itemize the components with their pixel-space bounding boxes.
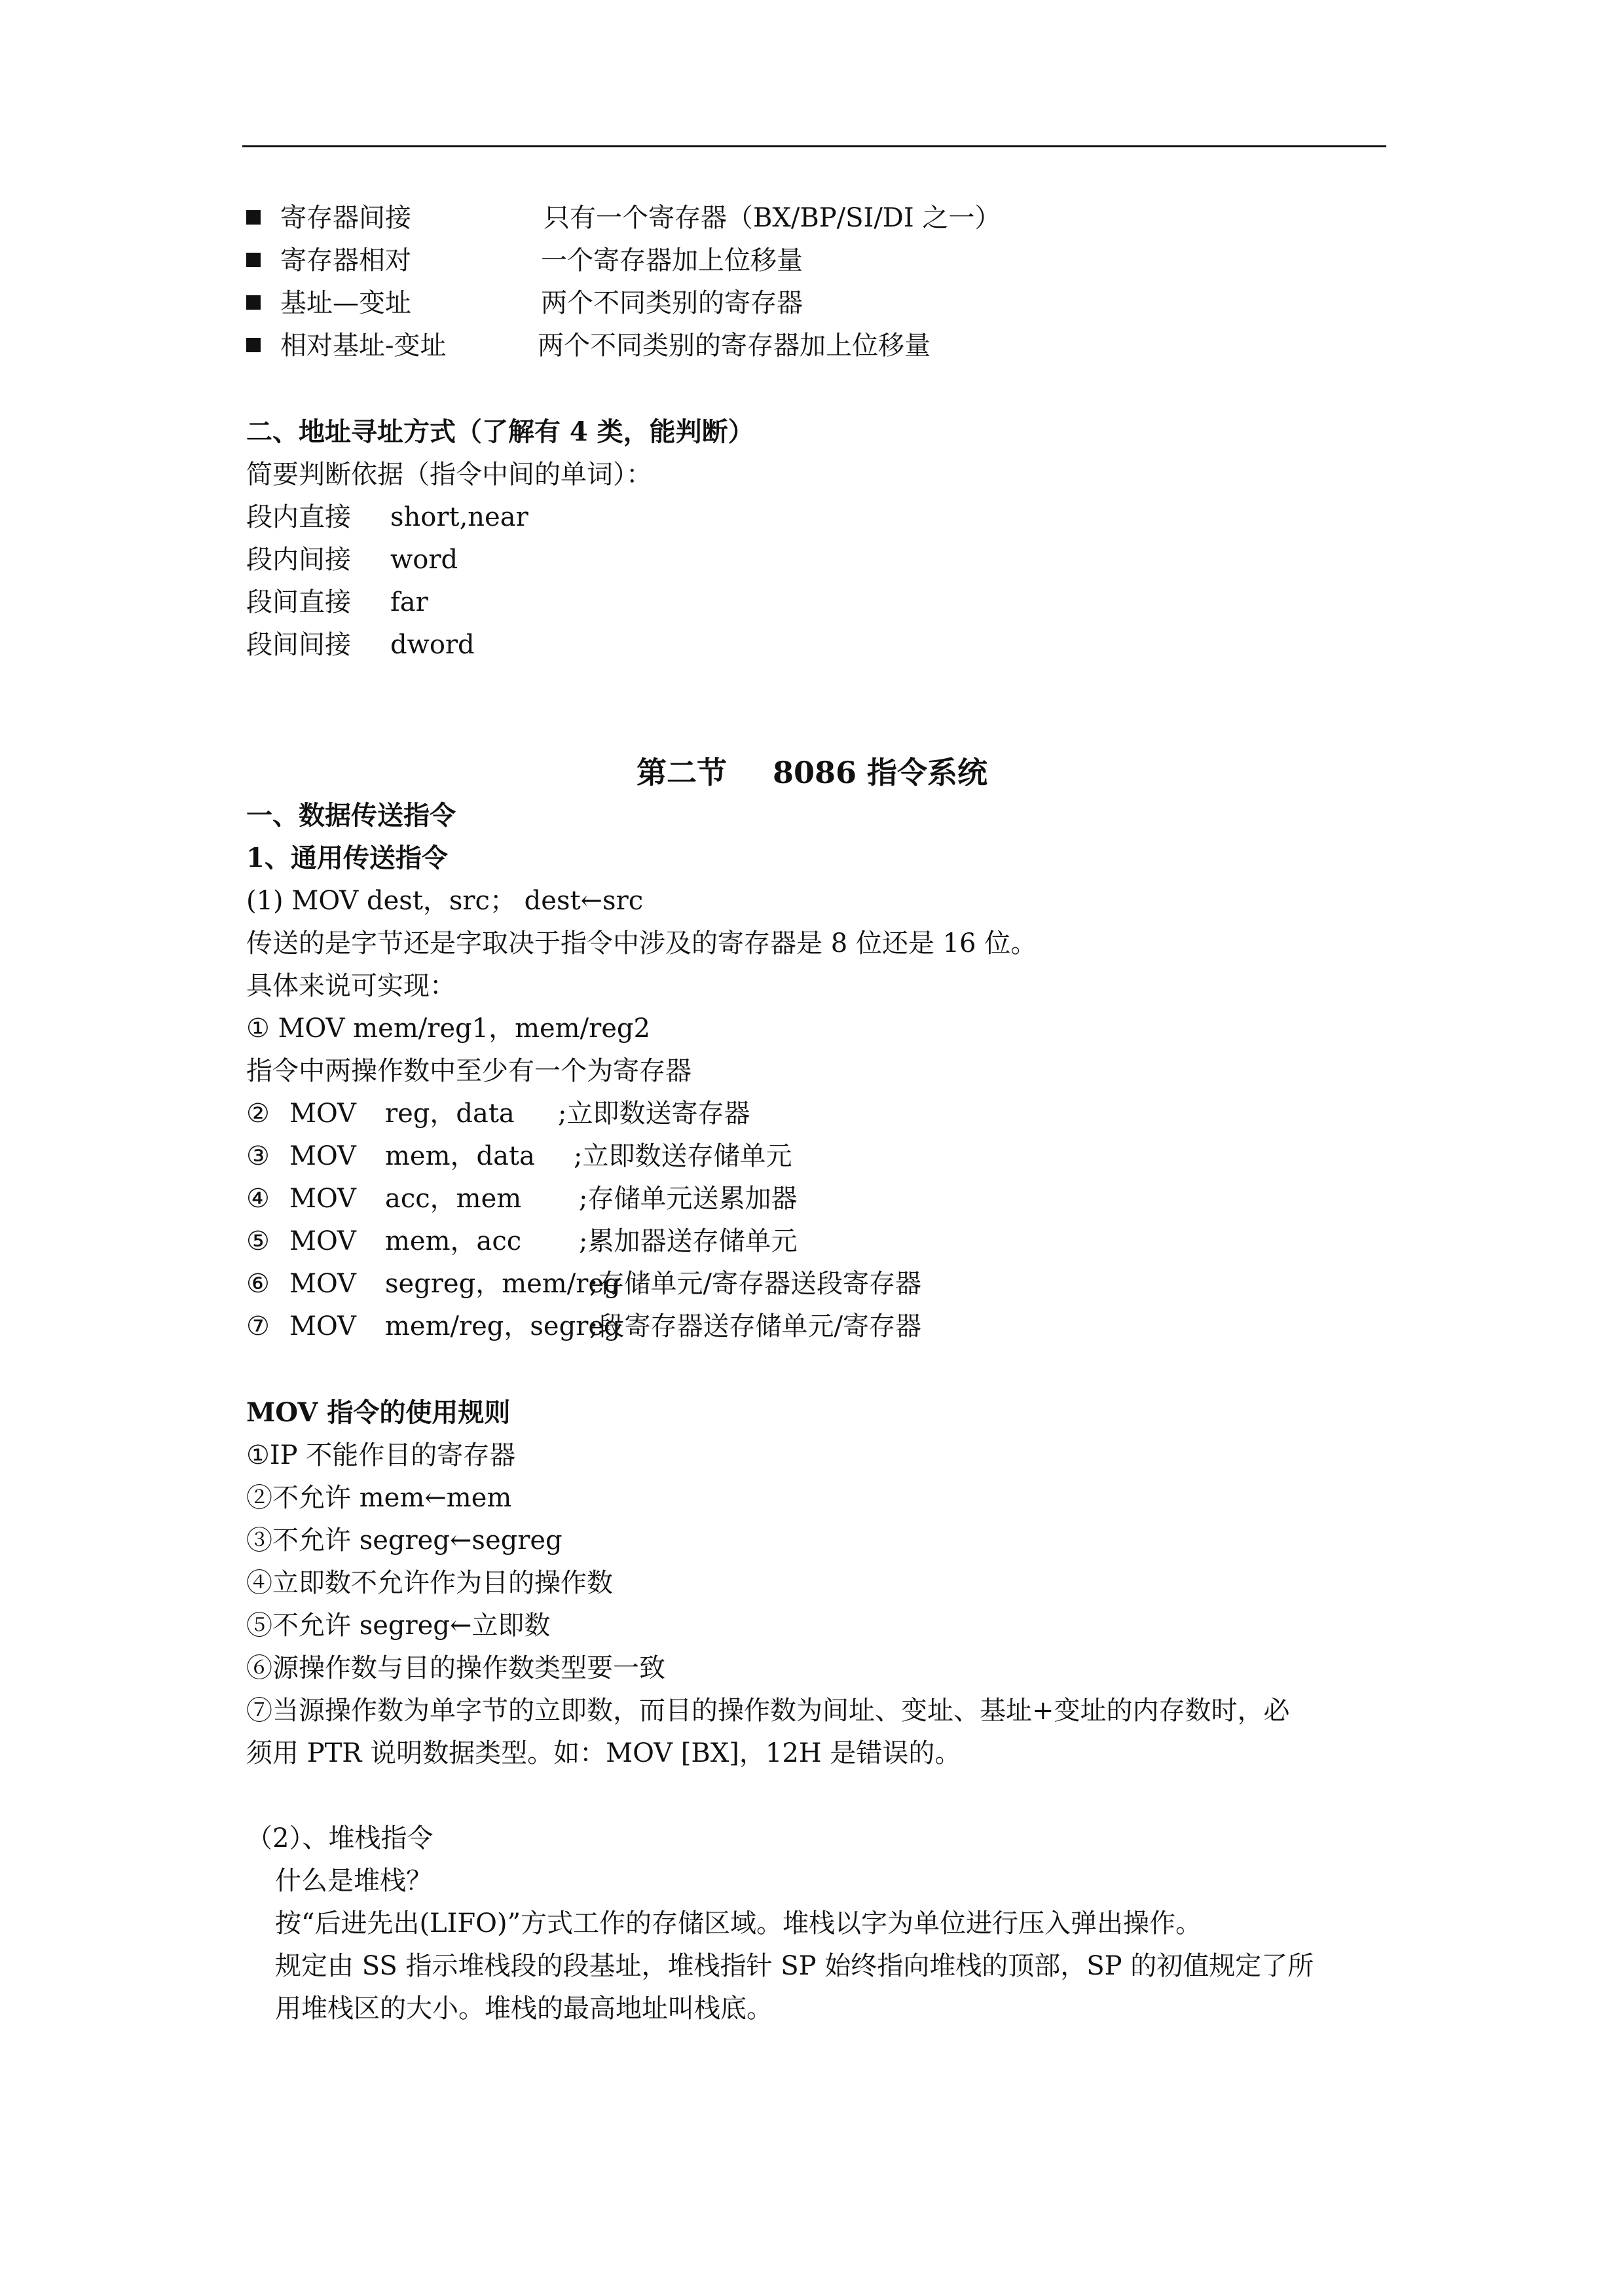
mov-form-row xyxy=(246,1223,798,1260)
mov-form-row xyxy=(246,1308,921,1345)
form-comment: ;存储单元送累加器 xyxy=(579,1184,798,1214)
list-item-desc: 两个不同类别的寄存器加上位移量 xyxy=(538,331,931,361)
jump-type-row xyxy=(246,499,528,536)
rule-item: ②不允许 mem←mem xyxy=(246,1483,512,1513)
mov-form-row xyxy=(246,1095,750,1132)
rule-item: 须用 PTR 说明数据类型。如：MOV [BX]，12H 是错误的。 xyxy=(246,1738,961,1768)
jump-type-word: far xyxy=(390,587,428,617)
mov-syntax: (1) MOV dest，src； dest←src xyxy=(246,886,644,916)
stack-question: 什么是堆栈？ xyxy=(275,1866,432,1896)
square-bullet-icon xyxy=(246,210,261,225)
list-item-desc: 一个寄存器加上位移量 xyxy=(541,246,803,276)
form-op: MOV xyxy=(289,1269,356,1299)
form-args: reg，data xyxy=(385,1099,515,1129)
form-item-1: ① MOV mem/reg1，mem/reg2 xyxy=(246,1013,650,1044)
chapter-title-right: 8086 指令系统 xyxy=(772,755,988,790)
list-item-name: 寄存器间接 xyxy=(280,203,411,233)
form-args: segreg，mem/reg xyxy=(385,1269,621,1299)
form-number: ⑤ xyxy=(246,1226,270,1256)
list-item-name: 基址—变址 xyxy=(280,288,411,318)
list-item xyxy=(246,285,803,321)
mov-form-row xyxy=(246,1266,921,1302)
form-number: ⑦ xyxy=(246,1311,270,1341)
mov-form-row xyxy=(246,1138,792,1175)
form-comment: ;立即数送存储单元 xyxy=(574,1141,792,1171)
heading-level1: 一、数据传送指令 xyxy=(246,800,456,831)
form-args: mem，acc xyxy=(385,1226,522,1256)
section-intro: 简要判断依据（指令中间的单词）： xyxy=(246,460,652,490)
form-args: acc，mem xyxy=(385,1184,522,1214)
rule-item: ⑦当源操作数为单字节的立即数，而目的操作数为间址、变址、基址+变址的内存数时，必 xyxy=(246,1696,1290,1726)
form-number: ⑥ xyxy=(246,1269,270,1299)
jump-type-label: 段内直接 xyxy=(246,502,351,532)
list-item-name: 相对基址-变址 xyxy=(280,331,447,361)
square-bullet-icon xyxy=(246,295,261,310)
header-rule xyxy=(242,145,1386,147)
list-item-name: 寄存器相对 xyxy=(280,246,411,276)
rule-item: ④立即数不允许作为目的操作数 xyxy=(246,1568,613,1598)
list-item xyxy=(246,200,1001,236)
form-op: MOV xyxy=(289,1226,356,1256)
list-item xyxy=(246,242,803,279)
can-do-line: 具体来说可实现： xyxy=(246,971,456,1001)
rule-item: ⑥源操作数与目的操作数类型要一致 xyxy=(246,1653,665,1683)
form-op: MOV xyxy=(289,1184,356,1214)
jump-type-row xyxy=(246,627,475,663)
chapter-title xyxy=(0,753,1624,792)
rule-item: ⑤不允许 segreg←立即数 xyxy=(246,1611,551,1641)
form-op: MOV xyxy=(289,1141,356,1171)
mov-description: 传送的是字节还是字取决于指令中涉及的寄存器是 8 位还是 16 位。 xyxy=(246,928,1037,958)
jump-type-word: dword xyxy=(390,630,475,660)
square-bullet-icon xyxy=(246,338,261,352)
jump-type-label: 段间直接 xyxy=(246,587,351,617)
rule-item: ③不允许 segreg←segreg xyxy=(246,1525,563,1556)
jump-type-label: 段内间接 xyxy=(246,545,351,575)
form-number: ④ xyxy=(246,1184,270,1214)
list-item-desc: 两个不同类别的寄存器 xyxy=(541,288,803,318)
form-op: MOV xyxy=(289,1099,356,1129)
form-comment: ;立即数送寄存器 xyxy=(558,1099,750,1129)
form-op: MOV xyxy=(289,1311,356,1341)
square-bullet-icon xyxy=(246,253,261,267)
stack-paragraph-2b: 用堆栈区的大小。堆栈的最高地址叫栈底。 xyxy=(275,1994,773,2024)
form-comment: ;段寄存器送存储单元/寄存器 xyxy=(589,1311,921,1341)
jump-type-row xyxy=(246,584,428,621)
jump-type-word: short,near xyxy=(390,502,528,532)
form-number: ② xyxy=(246,1099,270,1129)
form-item-1-note: 指令中两操作数中至少有一个为寄存器 xyxy=(246,1056,692,1086)
form-comment: ;累加器送存储单元 xyxy=(579,1226,798,1256)
list-item xyxy=(246,327,931,364)
jump-type-row xyxy=(246,541,458,578)
chapter-title-left: 第二节 xyxy=(636,755,727,790)
rules-heading: MOV 指令的使用规则 xyxy=(246,1397,511,1428)
form-number: ③ xyxy=(246,1141,270,1171)
form-args: mem，data xyxy=(385,1141,535,1171)
jump-type-label: 段间间接 xyxy=(246,630,351,660)
section-heading: 二、地址寻址方式（了解有 4 类，能判断） xyxy=(246,416,754,447)
jump-type-word: word xyxy=(390,545,458,575)
heading-level2: 1、通用传送指令 xyxy=(246,843,448,873)
mov-form-row xyxy=(246,1180,798,1217)
stack-heading: （2）、堆栈指令 xyxy=(246,1823,434,1853)
form-comment: ;存储单元/寄存器送段寄存器 xyxy=(589,1269,921,1299)
form-args: mem/reg，segreg xyxy=(385,1311,621,1341)
stack-paragraph-2a: 规定由 SS 指示堆栈段的段基址，堆栈指针 SP 始终指向堆栈的顶部，SP 的初值规定了所 xyxy=(275,1951,1314,1981)
rule-item: ①IP 不能作目的寄存器 xyxy=(246,1440,516,1470)
list-item-desc: 只有一个寄存器（BX/BP/SI/DI 之一） xyxy=(544,203,1001,233)
stack-paragraph-1: 按“后进先出(LIFO)”方式工作的存储区域。堆栈以字为单位进行压入弹出操作。 xyxy=(275,1908,1202,1939)
